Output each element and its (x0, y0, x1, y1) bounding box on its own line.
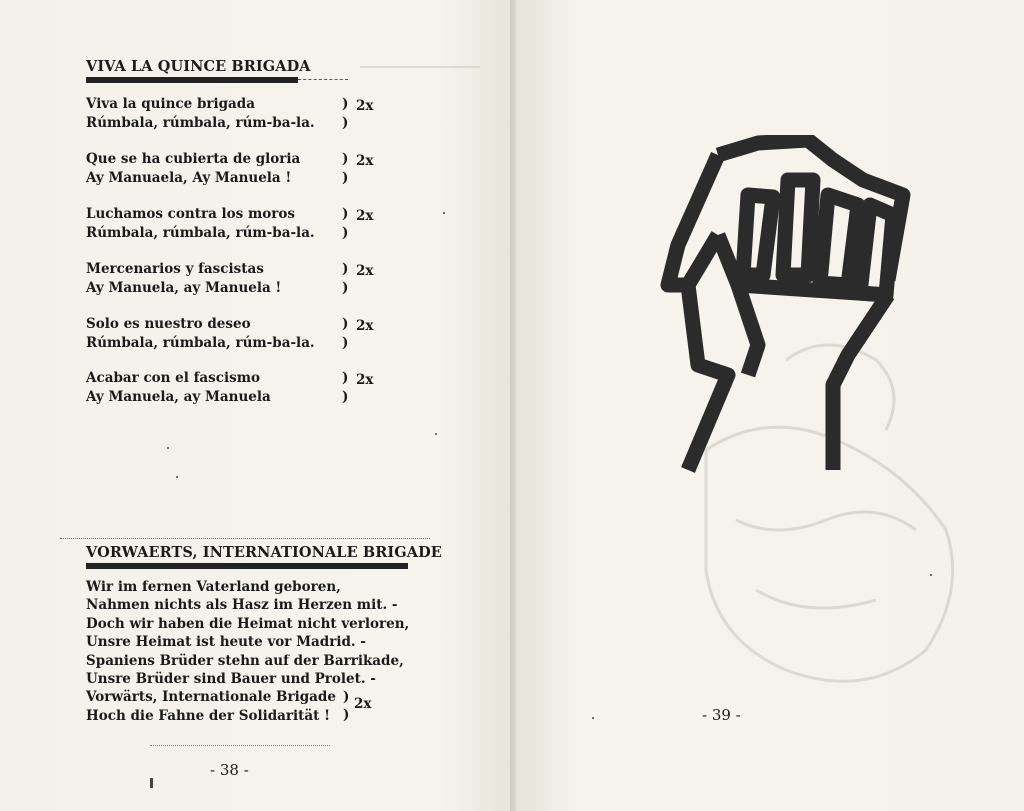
verse-line: Doch wir haben die Heimat nicht verloren, (86, 615, 410, 632)
verse-line: Nahmen nichts als Hasz im Herzen mit. - (86, 597, 398, 614)
title-underline-bar (86, 77, 298, 83)
repeat-brace: ) ) (342, 151, 349, 186)
title-underline-bar (86, 563, 408, 569)
repeat-brace: ) ) (342, 316, 349, 351)
repeat-brace: ) ) (342, 370, 349, 405)
footer-dashed-rule (150, 745, 330, 747)
verse-line: Unsre Brüder sind Bauer und Prolet. - (86, 670, 376, 687)
ink-speck (930, 574, 932, 576)
verse-line: Ay Manuela, ay Manuela (86, 389, 271, 405)
ink-speck (176, 476, 178, 478)
verse-line: Unsre Heimat ist heute vor Madrid. - (86, 634, 366, 651)
repeat-marker: 2x (356, 318, 374, 334)
verse-line: Que se ha cubierta de gloria (86, 151, 301, 167)
ink-speck (150, 778, 153, 788)
song-title-vorwaerts: VORWAERTS, INTERNATIONALE BRIGADE (86, 544, 442, 561)
stanza-1 (86, 95, 315, 133)
section-dashed-rule (60, 538, 430, 540)
stanza-2 (86, 150, 300, 188)
verse-line: Vorwärts, Internationale Brigade (86, 689, 336, 706)
ink-speck (167, 447, 169, 449)
verse-line: Wir im fernen Vaterland geboren, (86, 579, 341, 595)
verse-line: Hoch die Fahne der Solidarität ! (86, 707, 330, 724)
verse-line: Solo es nuestro deseo (86, 316, 251, 332)
repeat-brace: ) ) (342, 261, 349, 296)
verse-line: Rúmbala, rúmbala, rúm-ba-la. (86, 335, 315, 351)
stanza-5 (86, 315, 315, 353)
verse-line: Spaniens Brüder stehn auf der Barrikade, (86, 652, 404, 669)
verse-line: Viva la quince brigada (86, 96, 255, 112)
stanza-6 (86, 369, 271, 407)
repeat-marker: 2x (356, 208, 374, 224)
repeat-marker: 2x (356, 372, 374, 388)
raised-fist-icon (648, 135, 918, 485)
stanza-3 (86, 205, 315, 243)
verse-line: Luchamos contra los moros (86, 206, 295, 222)
verse-line: Mercenarios y fascistas (86, 261, 264, 277)
verse-line: Ay Manuela, ay Manuela ! (86, 280, 282, 296)
verse-line: Rúmbala, rúmbala, rúm-ba-la. (86, 115, 315, 131)
repeat-brace: ) ) (342, 96, 349, 131)
ink-speck (592, 717, 594, 719)
repeat-brace: ) ) (343, 689, 350, 723)
repeat-marker: 2x (354, 696, 372, 712)
stanza-4 (86, 260, 281, 298)
repeat-marker: 2x (356, 153, 374, 169)
repeat-brace: ) ) (342, 206, 349, 241)
verse-line: Acabar con el fascismo (86, 370, 260, 386)
repeat-marker: 2x (356, 98, 374, 114)
page-number-right: - 39 - (702, 706, 741, 724)
right-page (516, 0, 1024, 811)
repeat-marker: 2x (356, 263, 374, 279)
ink-speck (435, 433, 437, 435)
page-number-left: - 38 - (210, 761, 249, 779)
verse-line: Rúmbala, rúmbala, rúm-ba-la. (86, 225, 315, 241)
ink-speck (443, 212, 445, 214)
song-title-viva-la-quince-brigada: VIVA LA QUINCE BRIGADA (86, 58, 311, 75)
title-dashed-rule (298, 79, 348, 81)
verse-line: Ay Manuaela, Ay Manuela ! (86, 170, 292, 186)
